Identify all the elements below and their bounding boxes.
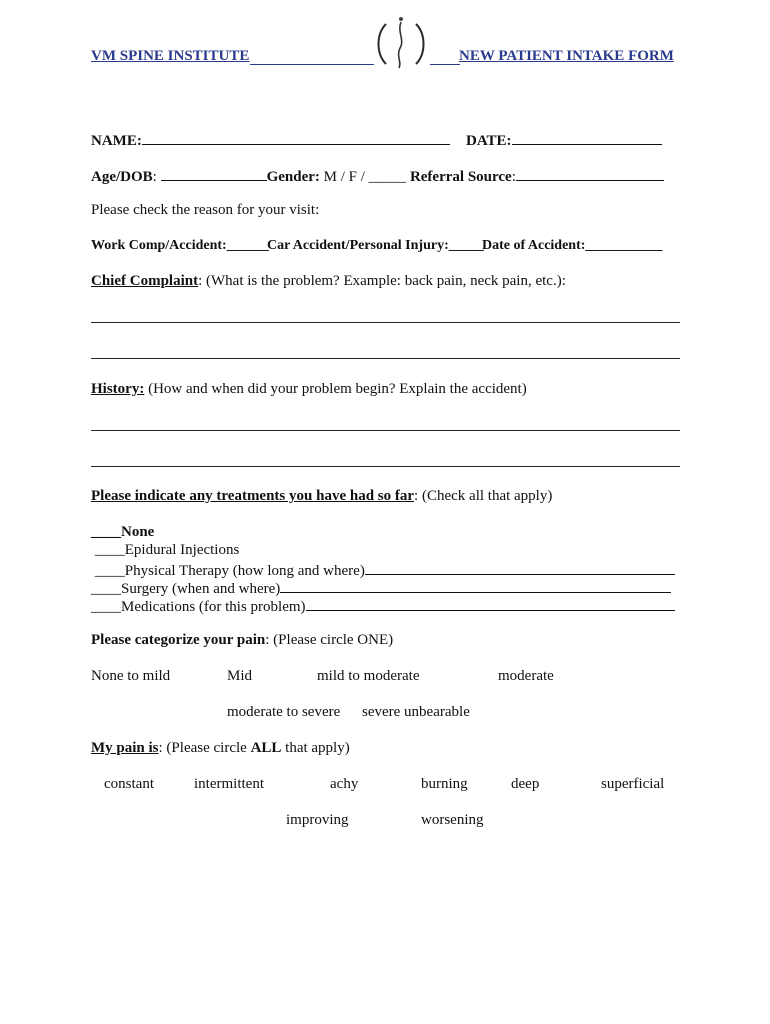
pain-option-mid[interactable]: Mid — [227, 668, 253, 684]
treatment-epidural-row — [91, 542, 239, 559]
gender-options[interactable]: M / F / _____ — [323, 169, 407, 185]
pain-is-label: My pain is — [91, 740, 159, 756]
name-label: NAME: — [91, 133, 142, 149]
name-row — [91, 130, 450, 150]
pain-option-severe-unbearable[interactable]: severe unbearable — [362, 704, 470, 720]
car-accident-checkbox[interactable]: Car Accident/Personal Injury:_____ — [267, 238, 484, 253]
pain-quality-improving[interactable]: improving — [286, 812, 349, 828]
chief-complaint-text: : (What is the problem? Example: back pain, neck pain, etc.): — [198, 273, 566, 289]
treatments-text: : (Check all that apply) — [414, 488, 553, 504]
treatment-pt-checkbox[interactable]: ____Physical Therapy (how long and where) — [91, 563, 365, 579]
history-label: History: — [91, 381, 145, 397]
spine-logo — [372, 14, 430, 72]
history-line-1[interactable] — [91, 430, 680, 431]
treatment-pt-field[interactable] — [365, 560, 675, 575]
history-heading — [91, 381, 527, 398]
date-label: DATE: — [466, 133, 512, 149]
treatment-medications-row — [91, 596, 675, 616]
age-row: Age/DOB: Gender: M / F / _____ Referral Source: — [91, 166, 664, 186]
referral-label: Referral Source — [409, 169, 512, 185]
pain-option-moderate-to-severe[interactable]: moderate to severe — [227, 704, 341, 720]
pain-is-heading — [91, 740, 350, 757]
treatments-heading — [91, 488, 552, 505]
date-row — [466, 130, 662, 150]
chief-complaint-label: Chief Complaint — [91, 273, 199, 289]
treatment-medications-field[interactable] — [306, 596, 675, 611]
treatment-surgery-field[interactable] — [280, 578, 671, 593]
reason-prompt: Please check the reason for your visit: — [91, 202, 320, 218]
work-comp-checkbox[interactable]: Work Comp/Accident:______ — [91, 238, 269, 253]
chief-complaint-line-1[interactable] — [91, 322, 680, 323]
date-field[interactable] — [512, 130, 662, 145]
referral-field[interactable] — [516, 166, 664, 181]
date-of-accident-field[interactable]: Date of Accident:___________ — [482, 238, 663, 253]
treatments-label: Please indicate any treatments you have had so far — [91, 488, 415, 504]
age-dob-field[interactable] — [161, 166, 267, 181]
pain-quality-deep[interactable]: deep — [511, 776, 540, 792]
treatment-none-checkbox[interactable]: ____None — [91, 524, 155, 540]
history-text: (How and when did your problem begin? Explain the accident) — [144, 381, 527, 397]
header-form-title: NEW PATIENT INTAKE FORM — [459, 48, 674, 64]
pain-category-heading — [91, 632, 393, 649]
treatment-pt-row — [91, 560, 675, 580]
pain-option-moderate[interactable]: moderate — [498, 668, 554, 684]
chief-complaint-heading — [91, 273, 566, 290]
treatment-medications-checkbox[interactable]: ____Medications (for this problem) — [91, 599, 306, 615]
header-underline-right-lead — [430, 64, 460, 65]
name-field[interactable] — [142, 130, 450, 145]
gender-label: Gender: — [266, 169, 320, 185]
pain-quality-worsening[interactable]: worsening — [421, 812, 484, 828]
pain-category-text: : (Please circle ONE) — [265, 632, 394, 648]
pain-option-mild-to-moderate[interactable]: mild to moderate — [317, 668, 420, 684]
pain-is-text-before: : (Please circle — [158, 740, 251, 756]
age-dob-label: Age/DOB — [91, 169, 153, 185]
treatment-epidural-checkbox[interactable]: ____Epidural Injections — [91, 542, 240, 558]
header-underline-left — [250, 64, 374, 65]
header-institute-name: VM SPINE INSTITUTE — [91, 48, 250, 64]
pain-quality-achy[interactable]: achy — [330, 776, 359, 792]
history-line-2[interactable] — [91, 466, 680, 467]
pain-category-label: Please categorize your pain — [91, 632, 266, 648]
pain-quality-constant[interactable]: constant — [104, 776, 154, 792]
pain-is-all: ALL — [250, 740, 282, 756]
pain-option-none-to-mild[interactable]: None to mild — [91, 668, 171, 684]
pain-is-text-after: that apply) — [281, 740, 350, 756]
chief-complaint-line-2[interactable] — [91, 358, 680, 359]
pain-quality-burning[interactable]: burning — [421, 776, 468, 792]
pain-quality-superficial[interactable]: superficial — [601, 776, 665, 792]
treatment-surgery-checkbox[interactable]: ____Surgery (when and where) — [91, 581, 281, 597]
treatment-surgery-row — [91, 578, 671, 598]
pain-quality-intermittent[interactable]: intermittent — [194, 776, 264, 792]
